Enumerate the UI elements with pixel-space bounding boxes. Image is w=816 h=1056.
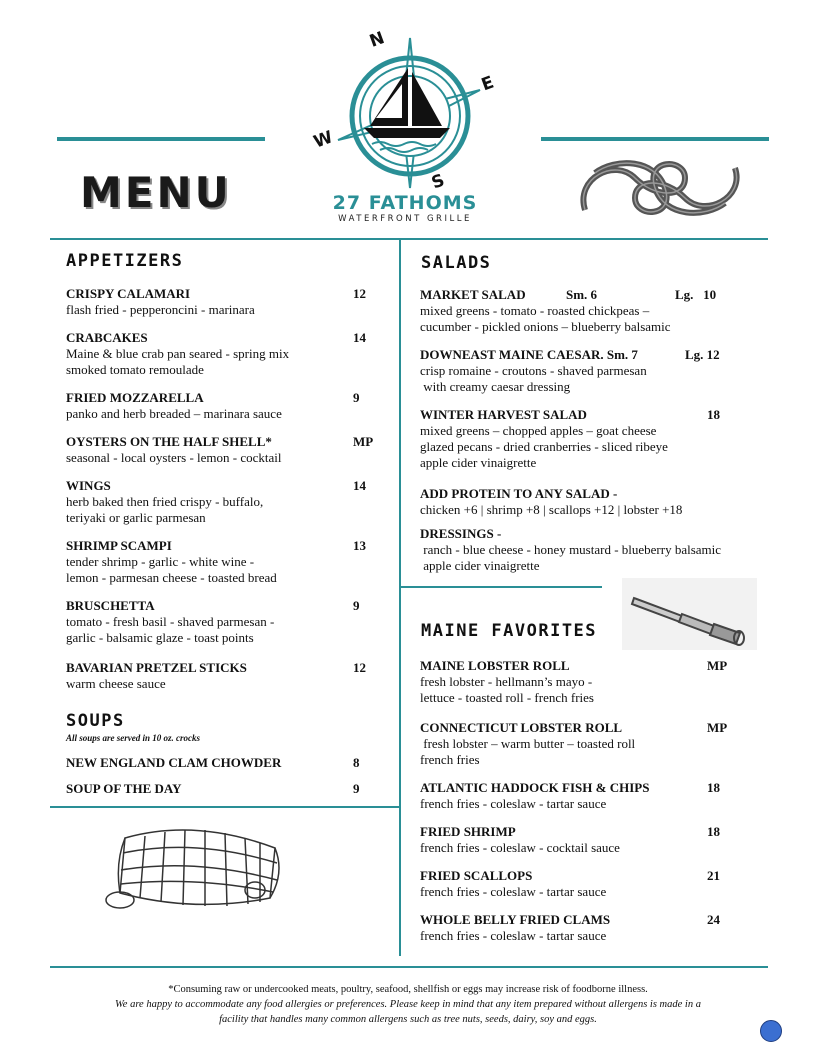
header-rule-right <box>541 137 769 141</box>
market-salad-sm: Sm. 6 <box>566 287 598 302</box>
salads-bottom-rule <box>399 586 602 588</box>
appetizer-price: 14 <box>353 478 366 493</box>
footer-line-3: facility that handles many common allergens such as tree nuts, seeds, dairy, soy and eggs. <box>219 1014 597 1025</box>
favorites-heading: MAINE FAVORITES <box>421 621 598 641</box>
favorite-item <box>420 824 740 856</box>
favorite-desc: lettuce - toasted roll - french fries <box>420 690 594 705</box>
favorite-price: MP <box>707 658 728 673</box>
favorite-name: FRIED SCALLOPS <box>420 868 533 883</box>
favorite-name: CONNECTICUT LOBSTER ROLL <box>420 720 623 735</box>
rope-knot-icon <box>575 148 745 228</box>
brand-name: 27 FATHOMS <box>332 192 478 214</box>
favorite-price: MP <box>707 720 728 735</box>
favorite-price: 18 <box>707 780 720 795</box>
dressings-desc-1: ranch - blue cheese - honey mustard - blueberry balsamic <box>420 542 722 557</box>
appetizer-item <box>66 478 382 526</box>
lobster-trap-illustration <box>95 818 295 918</box>
soup-name-1: NEW ENGLAND CLAM CHOWDER <box>66 755 282 770</box>
appetizer-desc: herb baked then fried crispy - buffalo, <box>66 494 264 509</box>
appetizer-desc: tender shrimp - garlic - white wine - <box>66 554 255 569</box>
spyglass-illustration <box>622 578 757 650</box>
winter-desc-3: apple cider vinaigrette <box>420 455 537 470</box>
favorite-desc: french fries - coleslaw - tartar sauce <box>420 884 607 899</box>
appetizer-price: 14 <box>353 330 366 345</box>
favorite-name: FRIED SHRIMP <box>420 824 516 839</box>
appetizer-desc: garlic - balsamic glaze - toast points <box>66 630 254 645</box>
appetizer-item <box>66 434 382 466</box>
favorite-desc: fresh lobster - hellmann’s mayo - <box>420 674 593 689</box>
appetizer-item <box>66 660 382 692</box>
appetizer-desc: seasonal - local oysters - lemon - cocktail <box>66 450 282 465</box>
bottom-rule <box>50 966 768 968</box>
brand-subtitle: WATERFRONT GRILLE <box>338 214 472 224</box>
compass-n: N <box>367 28 388 52</box>
appetizer-desc: lemon - parmesan cheese - toasted bread <box>66 570 277 585</box>
favorite-price: 21 <box>707 868 720 883</box>
appetizer-item <box>66 330 382 378</box>
appetizer-name: CRISPY CALAMARI <box>66 286 191 301</box>
winter-desc-2: glazed pecans - dried cranberries - sliced ribeye <box>420 439 668 454</box>
appetizer-desc: smoked tomato remoulade <box>66 362 204 377</box>
protein-desc: chicken +6 | shrimp +8 | scallops +12 | lobster +18 <box>420 502 683 517</box>
favorite-price: 24 <box>707 912 720 927</box>
appetizer-desc: flash fried - pepperoncini - marinara <box>66 302 255 317</box>
dressings-desc-2: apple cider vinaigrette <box>420 558 540 573</box>
caesar-desc-1: crisp romaine - croutons - shaved parmesan <box>420 363 647 378</box>
page-title: MENU <box>80 168 232 217</box>
appetizer-price: 13 <box>353 538 366 553</box>
dressings-heading: DRESSINGS - <box>420 526 502 541</box>
favorite-item <box>420 912 740 944</box>
compass-logo <box>310 28 510 200</box>
appetizer-desc: tomato - fresh basil - shaved parmesan - <box>66 614 275 629</box>
appetizer-name: OYSTERS ON THE HALF SHELL* <box>66 434 272 449</box>
market-salad-name: MARKET SALAD <box>420 287 526 302</box>
compass-e: E <box>478 72 497 96</box>
appetizer-name: WINGS <box>66 478 111 493</box>
soups-note: All soups are served in 10 oz. crocks <box>66 733 201 743</box>
compass-sailboat-icon <box>310 28 510 200</box>
appetizer-desc: teriyaki or garlic parmesan <box>66 510 206 525</box>
compass-w: W <box>311 127 336 153</box>
favorite-name: MAINE LOBSTER ROLL <box>420 658 570 673</box>
footer-line-1: *Consuming raw or undercooked meats, poultry, seafood, shellfish or eggs may increase risk of foodborne illness. <box>168 984 648 995</box>
compass-s: S <box>428 170 448 194</box>
market-salad-lg: Lg. 10 <box>675 287 717 302</box>
appetizer-name: BAVARIAN PRETZEL STICKS <box>66 660 247 675</box>
caesar-lg: Lg. 12 <box>685 347 720 362</box>
appetizer-price: 9 <box>353 598 360 613</box>
appetizer-item <box>66 286 382 318</box>
appetizer-item <box>66 598 382 646</box>
favorite-desc: french fries <box>420 752 480 767</box>
appetizers-heading: APPETIZERS <box>66 251 184 271</box>
favorite-item <box>420 868 740 900</box>
caesar-name: DOWNEAST MAINE CAESAR. Sm. 7 <box>420 347 638 362</box>
top-section-rule <box>50 238 768 240</box>
floating-action-button[interactable] <box>760 1020 782 1042</box>
appetizer-item <box>66 538 382 586</box>
appetizer-name: CRABCAKES <box>66 330 148 345</box>
lobster-trap-icon <box>95 818 295 918</box>
favorite-price: 18 <box>707 824 720 839</box>
appetizer-price: MP <box>353 434 374 449</box>
soups-bottom-rule <box>50 806 401 808</box>
market-salad-desc-1: mixed greens - tomato - roasted chickpeas – <box>420 303 650 318</box>
appetizer-name: SHRIMP SCAMPI <box>66 538 172 553</box>
favorite-item <box>420 720 740 768</box>
footer-line-2: We are happy to accommodate any food allergies or preferences. Please keep in mind that any item prepared without allergens is made in a <box>115 999 701 1010</box>
favorite-item <box>420 658 740 706</box>
column-divider <box>399 240 401 956</box>
favorite-desc: french fries - coleslaw - cocktail sauce <box>420 840 620 855</box>
favorite-desc: french fries - coleslaw - tartar sauce <box>420 796 607 811</box>
appetizer-price: 12 <box>353 286 366 301</box>
appetizer-price: 9 <box>353 390 360 405</box>
appetizer-price: 12 <box>353 660 366 675</box>
appetizer-item <box>66 390 382 422</box>
favorite-desc: fresh lobster – warm butter – toasted roll <box>420 736 636 751</box>
footer <box>40 982 776 1027</box>
favorite-item <box>420 780 740 812</box>
appetizer-name: FRIED MOZZARELLA <box>66 390 204 405</box>
soup-price-2: 9 <box>353 781 360 796</box>
spyglass-icon <box>622 578 757 650</box>
caesar-desc-2: with creamy caesar dressing <box>420 379 571 394</box>
winter-salad-name: WINTER HARVEST SALAD <box>420 407 587 422</box>
market-salad-desc-2: cucumber - pickled onions – blueberry balsamic <box>420 319 671 334</box>
soup-price-1: 8 <box>353 755 360 770</box>
salads-heading: SALADS <box>421 253 492 273</box>
appetizer-desc: panko and herb breaded – marinara sauce <box>66 406 282 421</box>
soup-name-2: SOUP OF THE DAY <box>66 781 182 796</box>
rope-knot-illustration <box>575 148 745 228</box>
favorite-desc: french fries - coleslaw - tartar sauce <box>420 928 607 943</box>
appetizer-desc: Maine & blue crab pan seared - spring mix <box>66 346 290 361</box>
winter-desc-1: mixed greens – chopped apples – goat cheese <box>420 423 657 438</box>
favorite-name: ATLANTIC HADDOCK FISH & CHIPS <box>420 780 650 795</box>
header-rule-left <box>57 137 265 141</box>
appetizer-name: BRUSCHETTA <box>66 598 155 613</box>
winter-salad-price: 18 <box>707 407 720 422</box>
soups-heading: SOUPS <box>66 711 125 731</box>
appetizer-desc: warm cheese sauce <box>66 676 166 691</box>
protein-heading: ADD PROTEIN TO ANY SALAD - <box>420 486 618 501</box>
favorite-name: WHOLE BELLY FRIED CLAMS <box>420 912 611 927</box>
